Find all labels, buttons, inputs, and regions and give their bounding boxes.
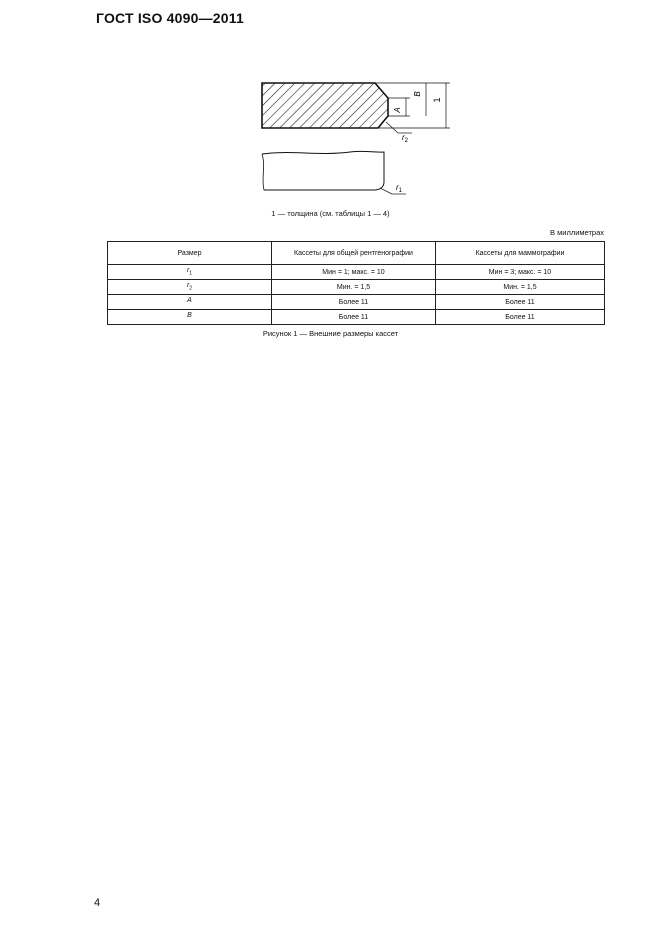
cassette-side-view — [262, 151, 384, 190]
figure-legend: 1 — толщина (см. таблицы 1 — 4) — [271, 209, 390, 218]
page-number: 4 — [94, 897, 101, 909]
row-mammo: Более 11 — [436, 295, 605, 310]
label-r1-sub: 1 — [398, 188, 403, 194]
row-mammo: Мин. = 1,5 — [436, 280, 605, 295]
cassette-cross-section — [262, 83, 388, 128]
svg-text:r1 — [396, 183, 403, 194]
table-header-row — [108, 242, 605, 265]
row-general: Более 11 — [272, 295, 436, 310]
label-a: A — [393, 107, 402, 113]
label-r1: r — [396, 183, 399, 192]
figure-caption: Рисунок 1 — Внешние размеры кассет — [262, 329, 399, 338]
row-symbol: $r_2$ — [108, 280, 272, 295]
dimensions-table — [107, 241, 605, 325]
label-r2-sub: 2 — [404, 138, 409, 144]
row-mammo: Мин = 3; макс. = 10 — [436, 265, 605, 280]
table-row — [108, 265, 605, 280]
row-symbol: B — [108, 310, 272, 325]
label-thickness: 1 — [432, 97, 442, 103]
table-row — [108, 295, 605, 310]
header-mammo: Кассеты для маммографии — [436, 242, 605, 265]
document-header: ГОСТ ISO 4090—2011 — [96, 10, 244, 26]
row-symbol: A — [108, 295, 272, 310]
cassette-profile-drawing — [250, 78, 460, 208]
svg-text:r2 — [402, 133, 409, 144]
label-r2: r — [402, 133, 405, 142]
row-general: Мин = 1; макс. = 10 — [272, 265, 436, 280]
row-symbol: $r_1$ — [108, 265, 272, 280]
row-mammo: Более 11 — [436, 310, 605, 325]
header-size: Размер — [108, 242, 272, 265]
row-general: Мин. = 1,5 — [272, 280, 436, 295]
row-general: Более 11 — [272, 310, 436, 325]
units-note: В миллиметрах — [550, 228, 604, 237]
header-general: Кассеты для общей рентгенографии — [272, 242, 436, 265]
label-b: B — [413, 91, 422, 97]
table-row — [108, 280, 605, 295]
table-row — [108, 310, 605, 325]
